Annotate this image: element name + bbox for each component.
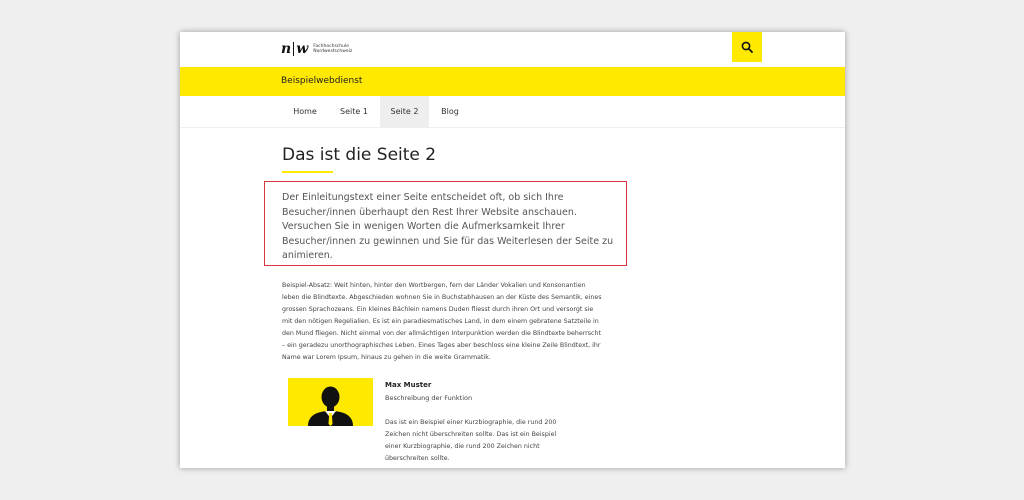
logo-line-1: Fachhochschule [313, 44, 349, 49]
nav-item-seite-1[interactable] [328, 96, 380, 127]
search-icon [741, 41, 753, 53]
nav-label: Blog [441, 107, 459, 116]
logo-divider [293, 42, 294, 56]
intro-text: Der Einleitungstext einer Seite entscheidet oft, ob sich Ihre Besucher/innen überhaupt den Rest Ihrer Website anschauen. Versuchen Sie in wenigen Worten die Aufmerksamkeit Ihrer Besucher/innen zu gewinnen und Sie für das Weiterlesen der Seite zu animieren. [282, 192, 614, 261]
nav-item-home[interactable] [282, 96, 328, 127]
logo-line-2: Nordwestschweiz [313, 49, 353, 54]
site-name[interactable]: Beispielwebdienst [281, 76, 363, 86]
nav-item-seite-2[interactable] [380, 96, 429, 127]
profile-bio: Das ist ein Beispiel einer Kurzbiographie, die rund 200 Zeichen nicht überschreiten sollte. Das ist ein Beispiel einer Kurzbiographie, die rund 200 Zeichen nicht überschreiten sollte. [385, 419, 557, 462]
logo-mark [281, 41, 308, 57]
nav-label: Seite 1 [340, 107, 368, 116]
body-paragraph: Beispiel-Absatz: Weit hinten, hinter den Wortbergen, fern der Länder Vokalien und Konsonantien leben die Blindtexte. Abgeschieden wohnen Sie in Buchstabhausen an der Küste des Semantik, eines grossen Sprachozeans. Ein kleines Bächlein namens Duden fliesst durch ihren Ort und versorgt sie mit den nötigen Regelialien. Es ist ein paradiesmatisches Land, in dem einem gebratene Satzteile in den Mund fliegen. Nicht einmal von der allmächtigen Interpunktion werden die Blindtexte beherrscht – ein geradezu unorthographisches Leben. Eines Tages aber beschloss eine kleine Zeile Blindtext, ihr Name war Lorem Ipsum, hinaus zu gehen in die weite Grammatik. [282, 282, 602, 361]
person-silhouette-icon [288, 378, 373, 426]
nav-label: Seite 2 [390, 107, 419, 116]
fhnw-logo[interactable] [281, 41, 352, 57]
browser-page [180, 32, 845, 468]
top-header [180, 32, 845, 67]
logo-mark-n: n [281, 41, 292, 57]
title-underline [282, 171, 333, 173]
nav-item-blog[interactable] [429, 96, 471, 127]
profile-role: Beschreibung der Funktion [385, 394, 473, 402]
site-title-bar [180, 67, 845, 96]
avatar [288, 378, 373, 426]
logo-wordmark [313, 44, 352, 54]
logo-mark-w: w [296, 41, 309, 57]
search-button[interactable] [732, 32, 762, 62]
profile-name: Max Muster [385, 381, 432, 389]
page-title: Das ist die Seite 2 [282, 145, 437, 165]
main-navigation [180, 96, 845, 128]
nav-label: Home [293, 107, 317, 116]
